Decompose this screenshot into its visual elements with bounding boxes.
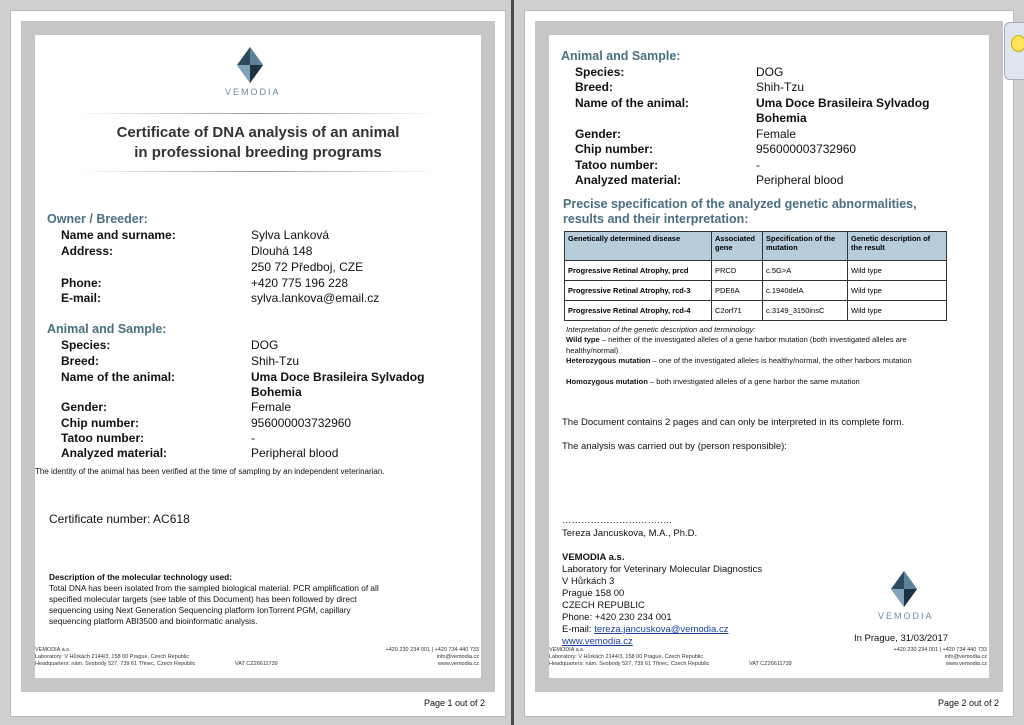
- company-line2: V Hůrkách 3: [562, 576, 615, 587]
- footer-hq-2: Headquarters: nám. Svobody 527, 739 61 Třinec, Czech Republic: [549, 661, 710, 667]
- logo-text-2: VEMODIA: [878, 611, 934, 621]
- interp-wild-term: Wild type: [566, 335, 600, 344]
- header-result: Genetic description of the result: [848, 232, 947, 261]
- page-1: [10, 10, 506, 717]
- lightbulb-icon[interactable]: [1011, 35, 1024, 52]
- company-phone: Phone: +420 230 234 001: [562, 612, 672, 623]
- cell-gene: PDE6A: [712, 281, 763, 301]
- spec-heading-line1: Precise specification of the analyzed genetic abnormalities,: [563, 197, 917, 211]
- material-value-2: Peripheral blood: [756, 173, 844, 187]
- table-row: [565, 261, 947, 281]
- description-heading: Description of the molecular technology used:: [49, 572, 233, 582]
- animal-name-line2: Bohemia: [251, 385, 302, 399]
- certificate-title-line2: in professional breeding programs: [134, 144, 382, 161]
- header-mutation: Specification of the mutation: [763, 232, 848, 261]
- animal-name-label: Name of the animal:: [61, 370, 176, 384]
- footer-hq: Headquarters: nám. Svobody 527, 739 61 Třinec, Czech Republic: [35, 661, 196, 667]
- material-value: Peripheral blood: [251, 446, 339, 460]
- page-2-border: [535, 21, 1003, 692]
- page-number-1: Page 1 out of 2: [423, 698, 485, 708]
- interp-hetero-text: – one of the investigated alleles is healthy/normal, the other harbors mutation: [650, 356, 912, 365]
- breed-value-2: Shih-Tzu: [756, 80, 805, 94]
- description-line-2: specified molecular targets (see table of this Document) has been followed by direct: [49, 594, 357, 604]
- interp-heading: Interpretation of the genetic description and terminology:: [566, 325, 756, 334]
- description-line-4: sequencing platform ABI3500 and bioinformatic analysis.: [49, 616, 258, 626]
- animal-heading: Animal and Sample:: [47, 322, 167, 336]
- interp-hetero-term: Heterozygous mutation: [566, 356, 651, 365]
- signature-line: ……………………………..: [562, 515, 672, 526]
- document-note: The Document contains 2 pages and can only be interpreted in its complete form.: [562, 417, 905, 428]
- interp-wild: [566, 335, 956, 356]
- species-value-2: DOG: [756, 65, 784, 79]
- page-2: [524, 10, 1014, 717]
- page-pane-2[interactable]: [514, 0, 1024, 725]
- side-tab[interactable]: [1004, 22, 1024, 80]
- description-line-3: sequencing using Next Generation Sequencing platform IonTorrent PGM, capillary: [49, 605, 351, 615]
- cell-gene: C2orf71: [712, 301, 763, 321]
- company-name: VEMODIA a.s.: [562, 552, 625, 563]
- cell-mutation: c.5G>A: [763, 261, 848, 281]
- cell-result: Wild type: [848, 281, 947, 301]
- cell-mutation: c.1940delA: [763, 281, 848, 301]
- footer-web-2: www.vemodia.cz: [946, 661, 987, 667]
- description-line-1: Total DNA has been isolated from the sampled biological material. PCR amplification of all: [49, 583, 379, 593]
- material-label-2: Analyzed material:: [575, 173, 682, 187]
- company-web-row: [562, 636, 633, 647]
- gender-value-2: Female: [756, 127, 797, 141]
- page-2-content: [549, 35, 989, 678]
- responsible-note: The analysis was carried out by (person responsible):: [562, 441, 787, 452]
- page-1-content: [35, 35, 481, 678]
- cell-disease: Progressive Retinal Atrophy, prcd: [565, 261, 712, 281]
- species-value: DOG: [251, 338, 279, 352]
- interp-homo-term: Homozygous mutation: [566, 377, 648, 386]
- cell-gene: PRCD: [712, 261, 763, 281]
- title-rule-bottom: [75, 171, 441, 172]
- tatoo-value-2: -: [756, 158, 760, 172]
- owner-phone-value: +420 775 196 228: [251, 276, 349, 290]
- tatoo-value: -: [251, 431, 255, 445]
- footer-lab: Laboratory: V Hůrkách 2144/3, 158 00 Prague, Czech Republic: [35, 654, 190, 660]
- footer-vat: VAT CZ26611739: [235, 661, 278, 667]
- owner-name-label: Name and surname:: [61, 228, 176, 242]
- place-date: In Prague, 31/03/2017: [854, 633, 949, 644]
- company-line3: Prague 158 00: [562, 588, 625, 599]
- results-table: [564, 231, 947, 321]
- interp-hetero: [566, 356, 956, 367]
- vemodia-logo-icon: [889, 571, 919, 607]
- chip-value-2: 956000003732960: [756, 142, 857, 156]
- species-label-2: Species:: [575, 65, 625, 79]
- footer-lab-2: Laboratory: V Hůrkách 2144/3, 158 00 Prague, Czech Republic: [549, 654, 704, 660]
- vemodia-logo-icon: [235, 47, 265, 83]
- page-pane-1[interactable]: [0, 0, 511, 725]
- company-email-link[interactable]: tereza.jancuskova@vemodia.cz: [594, 624, 729, 635]
- table-row: [565, 281, 947, 301]
- owner-email-label: E-mail:: [61, 291, 102, 305]
- interp-homo: [566, 377, 956, 388]
- breed-value: Shih-Tzu: [251, 354, 300, 368]
- cell-result: Wild type: [848, 261, 947, 281]
- interp-homo-text: – both investigated alleles of a gene harbor the same mutation: [647, 377, 860, 386]
- spec-heading-line2: results and their interpretation:: [563, 212, 749, 226]
- footer-phones: +420 230 234 001 | +420 734 440 733: [385, 647, 479, 653]
- cell-disease: Progressive Retinal Atrophy, rcd-3: [565, 281, 712, 301]
- cell-disease: Progressive Retinal Atrophy, rcd-4: [565, 301, 712, 321]
- logo-text: VEMODIA: [225, 87, 281, 97]
- table-header-row: [565, 232, 947, 261]
- footer-email-2: info@vemodia.cz: [944, 654, 987, 660]
- footer-company-2: VEMODIA a.s.: [549, 647, 585, 653]
- chip-label: Chip number:: [61, 416, 139, 430]
- breed-label-2: Breed:: [575, 80, 614, 94]
- owner-address-line1: Dlouhá 148: [251, 244, 313, 258]
- page-number-2: Page 2 out of 2: [937, 698, 999, 708]
- company-email-label: E-mail:: [562, 624, 595, 635]
- cell-result: Wild type: [848, 301, 947, 321]
- animal-name-line1-2: Uma Doce Brasileira Sylvadog: [756, 96, 930, 110]
- interp-wild-text: – neither of the investigated alleles of a gene harbor mutation (both investigated alleles are healthy/normal): [566, 335, 907, 355]
- title-rule-top: [75, 113, 441, 114]
- table-row: [565, 301, 947, 321]
- company-web-link[interactable]: www.vemodia.cz: [562, 636, 633, 647]
- animal-name-label-2: Name of the animal:: [575, 96, 690, 110]
- animal-name-line1: Uma Doce Brasileira Sylvadog: [251, 370, 425, 384]
- breed-label: Breed:: [61, 354, 100, 368]
- certificate-title-line1: Certificate of DNA analysis of an animal: [116, 124, 400, 141]
- company-line1: Laboratory for Veterinary Molecular Diagnostics: [562, 564, 763, 575]
- material-label: Analyzed material:: [61, 446, 168, 460]
- page-1-border: [21, 21, 495, 692]
- company-email-row: [562, 624, 728, 635]
- header-disease: Genetically determined disease: [565, 232, 712, 261]
- chip-label-2: Chip number:: [575, 142, 653, 156]
- gender-label: Gender:: [61, 400, 108, 414]
- footer-vat-2: VAT CZ26611739: [749, 661, 792, 667]
- footer-web: www.vemodia.cz: [438, 661, 479, 667]
- animal-heading-2: Animal and Sample:: [561, 49, 681, 63]
- gender-value: Female: [251, 400, 292, 414]
- owner-heading: Owner / Breeder:: [47, 212, 148, 226]
- owner-email-value: sylva.lankova@email.cz: [251, 291, 380, 305]
- header-gene: Associated gene: [712, 232, 763, 261]
- cell-mutation: c.3149_3150insC: [763, 301, 848, 321]
- owner-phone-label: Phone:: [61, 276, 102, 290]
- footer-company: VEMODIA a.s.: [35, 647, 71, 653]
- owner-name-value: Sylva Lanková: [251, 228, 330, 242]
- gender-label-2: Gender:: [575, 127, 622, 141]
- identity-note: The identity of the animal has been verified at the time of sampling by an independent veterinarian.: [35, 467, 385, 476]
- owner-address-line2: 250 72 Předboj, CZE: [251, 260, 364, 274]
- company-line4: CZECH REPUBLIC: [562, 600, 645, 611]
- tatoo-label: Tatoo number:: [61, 431, 145, 445]
- tatoo-label-2: Tatoo number:: [575, 158, 659, 172]
- owner-address-label: Address:: [61, 244, 114, 258]
- animal-name-line2-2: Bohemia: [756, 111, 807, 125]
- footer-phones-2: +420 230 234 001 | +420 734 440 733: [893, 647, 987, 653]
- species-label: Species:: [61, 338, 111, 352]
- certificate-number: Certificate number: AC618: [49, 512, 190, 526]
- footer-email: info@vemodia.cz: [436, 654, 479, 660]
- chip-value: 956000003732960: [251, 416, 352, 430]
- signer-name: Tereza Jancuskova, M.A., Ph.D.: [562, 528, 698, 539]
